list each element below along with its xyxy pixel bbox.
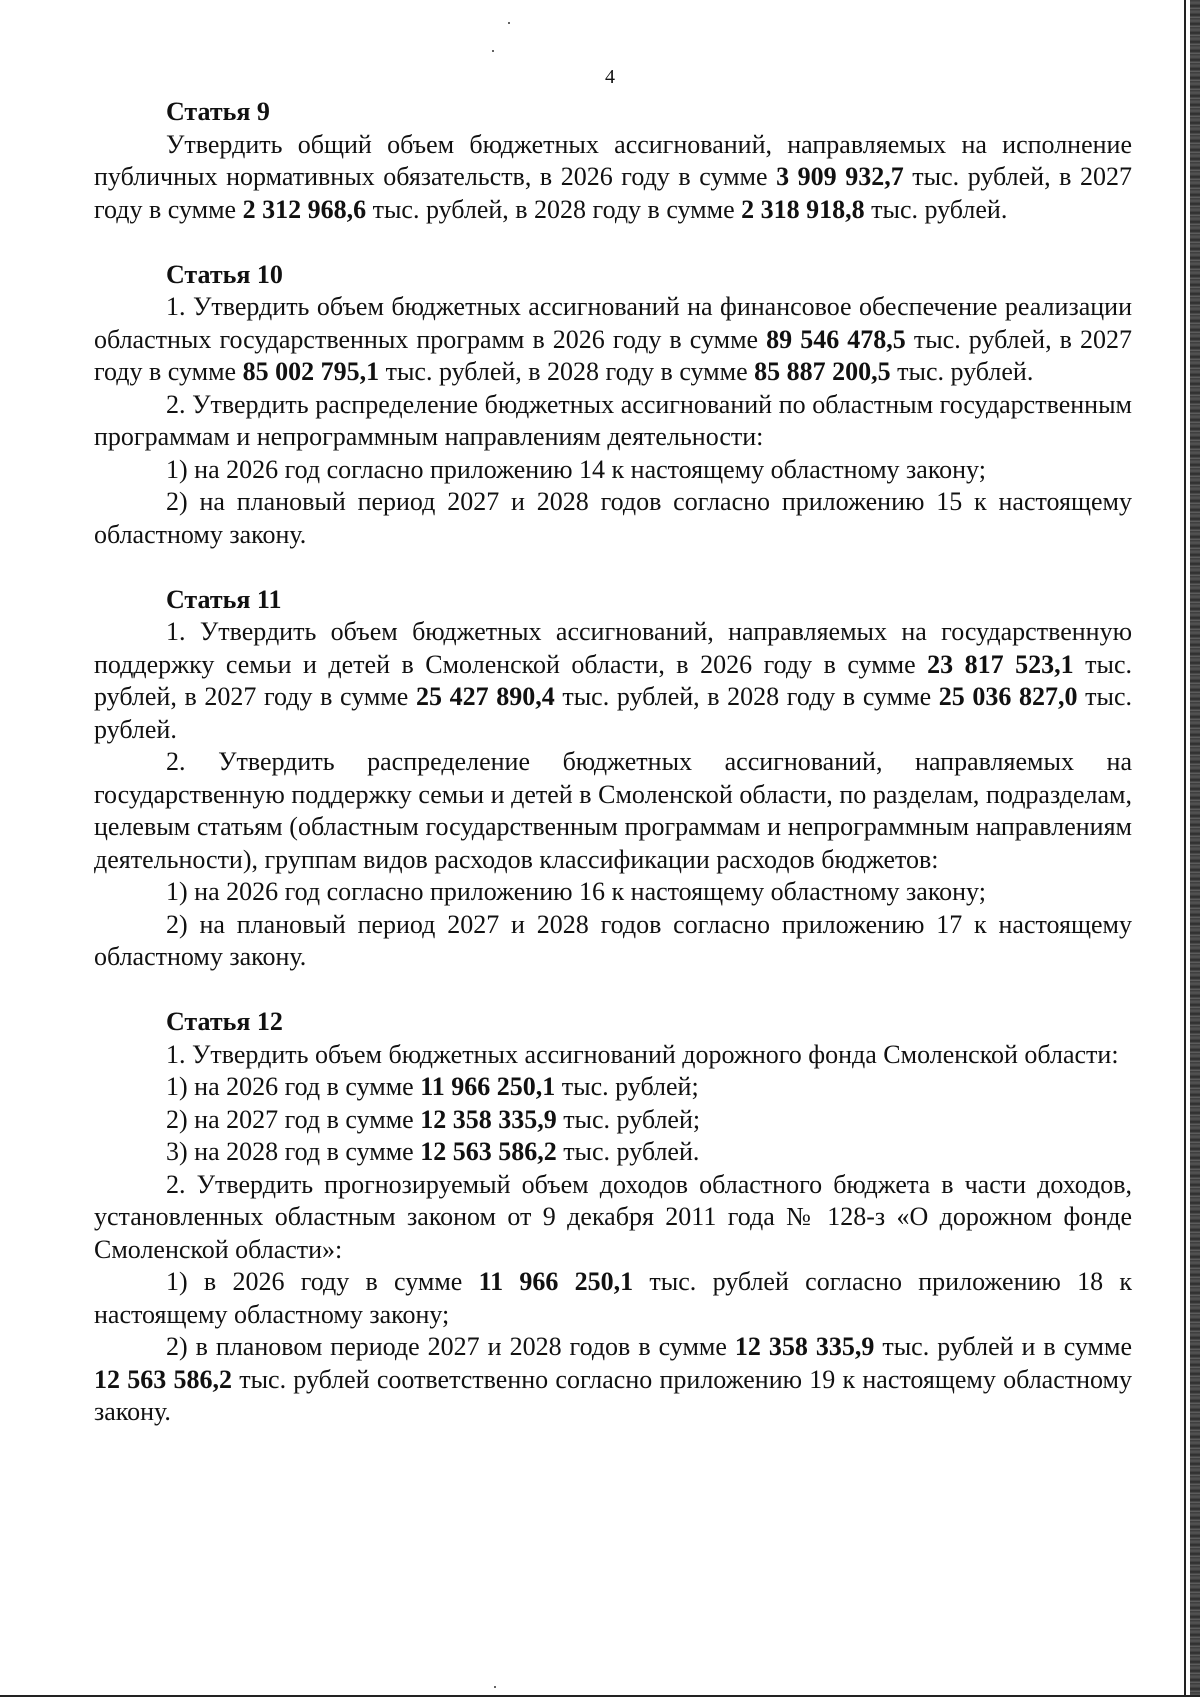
- article-paragraph: [94, 1039, 1132, 1072]
- text-run: тыс. рублей, в 2028 году в сумме: [379, 357, 755, 386]
- amount-value: 12 563 586,2: [94, 1364, 232, 1394]
- text-run: тыс. рублей, в 2027 году в сумме: [94, 162, 1132, 224]
- text-run: тыс. рублей и в сумме: [874, 1332, 1132, 1361]
- article-paragraph: [94, 616, 1132, 746]
- article-paragraph: [94, 389, 1132, 454]
- article-paragraph: [94, 746, 1132, 876]
- text-run: тыс. рублей, в 2027 году в сумме: [94, 649, 1133, 711]
- text-run: тыс. рублей.: [94, 682, 1133, 744]
- article-paragraph: [94, 486, 1132, 551]
- text-run: 2. Утвердить распределение бюджетных ассигнований, направляемых на государственную поддержку семьи и детей в Смоленской области, по разделам, подразделам, целевым статьям (областным государственным программам и непрограммным направлениям деятельности), группам видов расходов классификации расходов бюджетов:: [94, 747, 1132, 874]
- page-number: 4: [605, 66, 615, 88]
- amount-value: 12 358 335,9: [734, 1332, 875, 1361]
- text-run: тыс. рублей;: [556, 1104, 701, 1134]
- amount-value: 11 966 250,1: [420, 1072, 556, 1101]
- article-title: Статья 10: [166, 259, 283, 289]
- article-paragraph: [94, 454, 1132, 487]
- scan-right-edge-line: [1184, 0, 1186, 1697]
- article-paragraph: [94, 1136, 1132, 1169]
- article-paragraph: [94, 1266, 1132, 1331]
- amount-value: 23 817 523,1: [927, 649, 1074, 679]
- document-body: [94, 96, 1132, 1461]
- article-paragraph: [94, 1169, 1132, 1267]
- text-run: 2) на 2027 год в сумме: [166, 1104, 421, 1134]
- article-paragraph: [94, 291, 1132, 389]
- article-section: [94, 1006, 1132, 1429]
- scan-right-edge: [1190, 0, 1200, 1697]
- article-title: Статья 9: [166, 97, 270, 126]
- amount-value: 12 358 335,9: [420, 1104, 557, 1134]
- article-title: Статья 11: [166, 584, 282, 614]
- text-run: тыс. рублей.: [890, 357, 1034, 386]
- article-paragraph: [94, 129, 1132, 227]
- article-section: [94, 96, 1132, 226]
- text-run: 1) на 2026 год согласно приложению 14 к настоящему областному закону;: [166, 454, 986, 484]
- amount-value: 25 427 890,4: [415, 682, 555, 711]
- text-run: 1. Утвердить объем бюджетных ассигнований, направляемых на государственную поддержку семьи и детей в Смоленской области, в 2026 году в сумме: [94, 617, 1132, 679]
- article-section: [94, 259, 1132, 552]
- amount-value: 25 036 827,0: [938, 682, 1078, 711]
- text-run: тыс. рублей, в 2028 году в сумме: [366, 194, 742, 224]
- text-run: 2) на плановый период 2027 и 2028 годов согласно приложению 15 к настоящему областному закону.: [94, 487, 1132, 549]
- article-paragraph: [94, 1104, 1132, 1137]
- text-run: тыс. рублей;: [555, 1072, 699, 1101]
- amount-value: 12 563 586,2: [420, 1137, 557, 1166]
- text-run: тыс. рублей согласно приложению 18 к настоящему областному закону;: [94, 1267, 1132, 1329]
- amount-value: 85 002 795,1: [242, 357, 380, 386]
- text-run: 2. Утвердить прогнозируемый объем доходов областного бюджета в части доходов, установленных областным законом от 9 декабря 2011 года № 128-з «О дорожном фонде Смоленской области»:: [94, 1169, 1132, 1264]
- scan-speck: [492, 50, 494, 52]
- text-run: 1. Утвердить объем бюджетных ассигнований на финансовое обеспечение реализации областных государственных программ в 2026 году в сумме: [94, 292, 1132, 354]
- article-paragraph: [94, 1071, 1132, 1104]
- article-paragraph: [94, 876, 1132, 909]
- amount-value: 85 887 200,5: [754, 357, 891, 386]
- article-paragraph: [94, 1331, 1132, 1429]
- article-section: [94, 584, 1132, 974]
- text-run: 1) на 2026 год согласно приложению 16 к настоящему областному закону;: [166, 877, 986, 906]
- amount-value: 89 546 478,5: [766, 324, 906, 354]
- article-paragraph: [94, 909, 1132, 974]
- text-run: тыс. рублей.: [864, 194, 1008, 224]
- text-run: 1) в 2026 году в сумме: [166, 1267, 479, 1296]
- text-run: тыс. рублей, в 2028 году в сумме: [554, 682, 939, 711]
- article-title: Статья 12: [166, 1007, 283, 1036]
- amount-value: 3 909 932,7: [776, 162, 904, 191]
- text-run: 1. Утвердить объем бюджетных ассигнований дорожного фонда Смоленской области:: [166, 1039, 1119, 1069]
- amount-value: 2 312 968,6: [242, 194, 367, 224]
- scan-speck: [494, 1686, 496, 1688]
- text-run: 2) в плановом периоде 2027 и 2028 годов в сумме: [166, 1332, 735, 1361]
- text-run: тыс. рублей, в 2027 году в сумме: [94, 324, 1132, 386]
- scan-speck: [508, 22, 510, 24]
- text-run: 1) на 2026 год в сумме: [166, 1072, 421, 1101]
- text-run: тыс. рублей.: [556, 1137, 700, 1166]
- amount-value: 11 966 250,1: [478, 1267, 634, 1296]
- text-run: 2) на плановый период 2027 и 2028 годов согласно приложению 17 к настоящему областному закону.: [94, 909, 1132, 971]
- text-run: 3) на 2028 год в сумме: [166, 1137, 421, 1166]
- text-run: Утвердить общий объем бюджетных ассигнований, направляемых на исполнение публичных нормативных обязательств, в 2026 году в сумме: [94, 129, 1132, 191]
- amount-value: 2 318 918,8: [741, 194, 865, 224]
- text-run: тыс. рублей соответственно согласно приложению 19 к настоящему областному закону.: [94, 1364, 1132, 1426]
- text-run: 2. Утвердить распределение бюджетных ассигнований по областным государственным программам и непрограммным направлениям деятельности:: [94, 389, 1132, 451]
